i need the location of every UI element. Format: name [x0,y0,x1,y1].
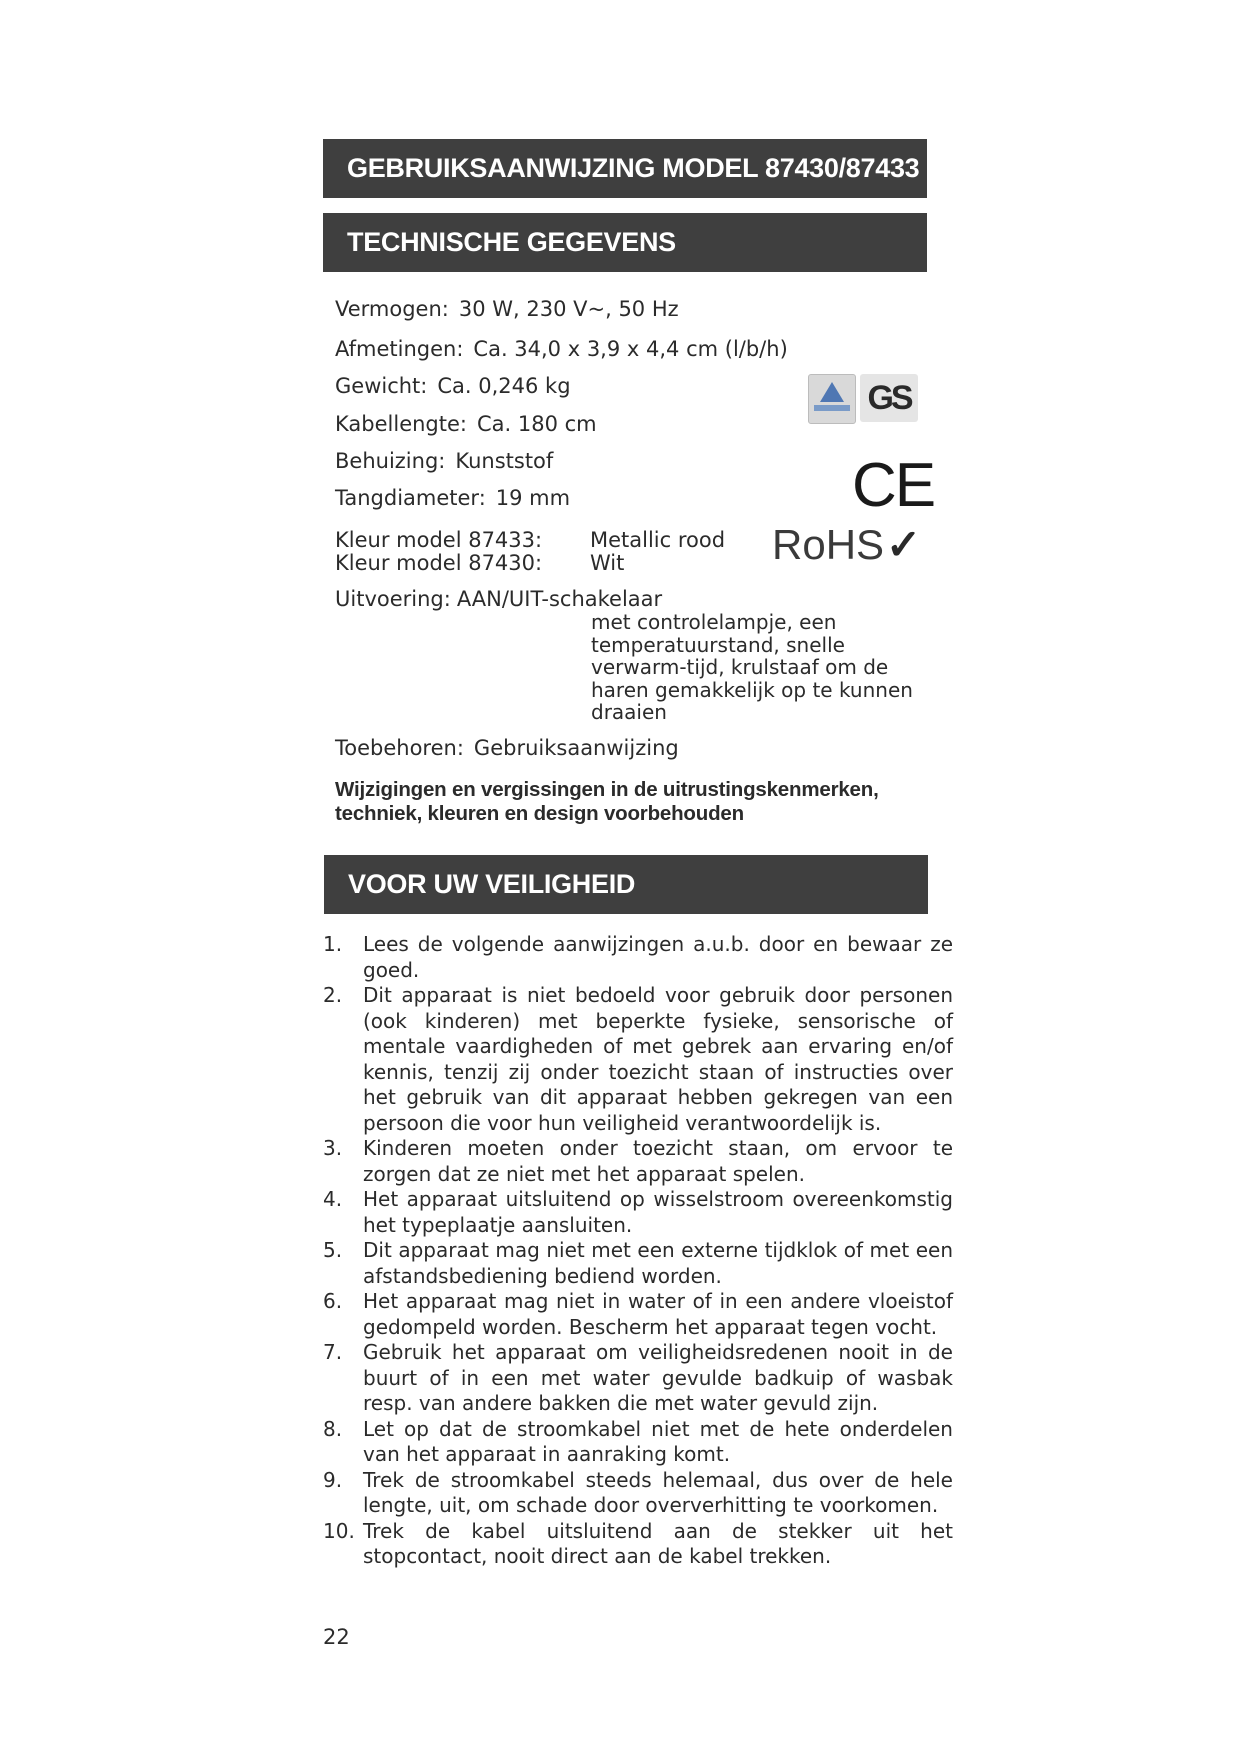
spec-value: Gebruiksaanwijzing [473,736,679,760]
ce-mark-logo: CE [852,451,935,520]
list-item-number: 4. [323,1187,343,1211]
section-heading-technical-data: TECHNISCHE GEGEVENS [323,213,927,272]
color-value: Wit [590,551,625,575]
spec-value: 19 mm [495,486,571,510]
spec-label: Gewicht: [335,374,428,398]
spec-row [335,296,679,322]
list-item-number: 7. [323,1340,343,1364]
list-item-number: 3. [323,1136,343,1160]
color-label: Kleur model 87430: [335,551,543,575]
spec-label: Tangdiameter: [335,486,486,510]
spec-row [335,373,571,399]
color-row [335,528,726,552]
spec-value: Ca. 0,246 kg [437,374,571,398]
safety-instructions-list [323,932,953,1570]
list-item-text: Dit apparaat is niet bedoeld voor gebruik door personen (ook kinderen) met beperkte fysieke, sensorische of mentale vaardigheden of met gebrek aan ervaring en/of kennis, tenzij zij onder toezicht staan of instructies over het gebruik van dit apparaat hebben gekregen van een persoon die voor hun veiligheid verantwoordelijk is. [363,983,953,1135]
spec-row-toebehoren [335,735,679,761]
gs-mark-logo: GS [860,374,918,422]
spec-value: AAN/UIT-schakelaar [456,587,663,611]
spec-label: Vermogen: [335,297,449,321]
rohs-text: RoHS [772,521,885,568]
spec-label: Toebehoren: [335,736,464,760]
list-item-text: Lees de volgende aanwijzingen a.u.b. door en bewaar ze goed. [363,932,953,982]
list-item-text: Dit apparaat mag niet met een externe tijdklok of met een afstandsbediening bediend worden. [363,1238,953,1288]
document-title: GEBRUIKSAANWIJZING MODEL 87430/87433 [323,139,927,198]
list-item [323,1187,953,1238]
list-item-text: Het apparaat mag niet in water of in een andere vloeistof gedompeld worden. Bescherm het apparaat tegen vocht. [363,1289,953,1339]
list-item-number: 6. [323,1289,343,1313]
list-item-number: 9. [323,1467,343,1492]
disclaimer-notice: Wijzigingen en vergissingen in de uitrustingskenmerken, techniek, kleuren en design voorbehouden [335,778,879,825]
list-item-text: Trek de kabel uitsluitend aan de stekker uit het stopcontact, nooit direct aan de kabel trekken. [363,1518,953,1568]
spec-row [335,411,597,437]
rohs-logo [772,520,921,570]
uitvoering-description: met controlelampje, een temperatuurstand, snelle verwarm-tijd, krulstaaf om de haren gemakkelijk op te kunnen draaien [591,610,913,725]
list-item [323,1238,953,1289]
color-label: Kleur model 87433: [335,528,543,552]
list-item-text: Gebruik het apparaat om veiligheidsredenen nooit in de buurt of in een met water gevulde badkuip of wasbak resp. van andere bakken die met water gevuld zijn. [363,1340,953,1415]
list-item-number: 5. [323,1238,343,1262]
spec-label: Uitvoering: [335,587,451,611]
list-item [323,983,953,1136]
list-item [323,932,953,983]
list-item [323,1468,953,1519]
list-item-number: 8. [323,1416,343,1441]
list-item-text: Kinderen moeten onder toezicht staan, om ervoor te zorgen dat ze niet met het apparaat spelen. [363,1136,953,1186]
list-item [323,1340,953,1417]
list-item-number: 2. [323,983,343,1007]
list-item [323,1417,953,1468]
list-item-text: Het apparaat uitsluitend op wisselstroom overeenkomstig het typeplaatje aansluiten. [363,1187,953,1237]
check-icon: ✓ [886,521,922,568]
list-item-number: 10. [323,1518,355,1543]
section-heading-safety: VOOR UW VEILIGHEID [324,855,928,914]
list-item [323,1519,953,1570]
spec-row [335,485,570,511]
spec-row-uitvoering [335,586,662,612]
list-item-text: Let op dat de stroomkabel niet met de hete onderdelen van het apparaat in aanraking komt. [363,1416,953,1466]
spec-label: Kabellengte: [335,412,467,436]
color-value: Metallic rood [590,528,726,552]
spec-value: 30 W, 230 V~, 50 Hz [458,297,679,321]
spec-label: Afmetingen: [335,337,464,361]
color-row [335,551,625,575]
spec-value: Kunststof [455,449,554,473]
list-item [323,1136,953,1187]
tuv-certification-logo [808,374,856,424]
list-item-number: 1. [323,932,343,956]
page-number: 22 [323,1625,350,1649]
spec-row [335,448,553,474]
list-item-text: Trek de stroomkabel steeds helemaal, dus over de hele lengte, uit, om schade door oververhitting te voorkomen. [363,1467,953,1517]
spec-label: Behuizing: [335,449,446,473]
spec-row [335,336,788,362]
list-item [323,1289,953,1340]
spec-value: Ca. 34,0 x 3,9 x 4,4 cm (l/b/h) [473,337,788,361]
spec-value: Ca. 180 cm [476,412,597,436]
